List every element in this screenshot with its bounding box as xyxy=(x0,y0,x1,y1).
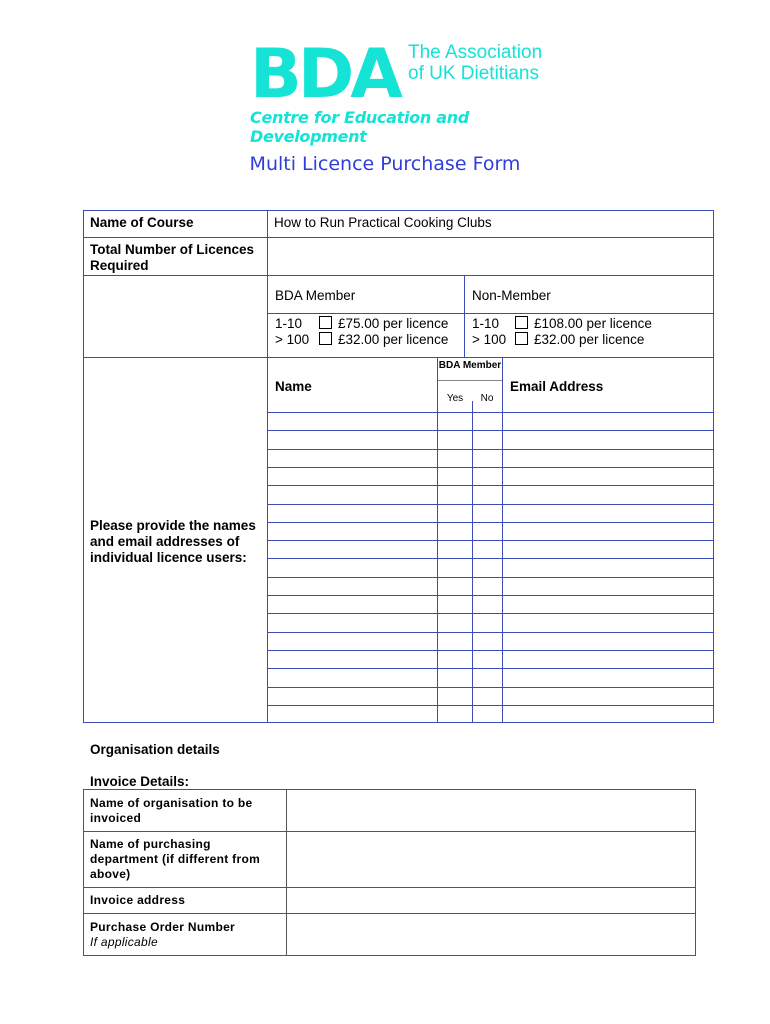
non-range-1: 1-10 xyxy=(472,316,500,331)
invoice-po-label xyxy=(90,920,275,950)
non-member-price-tier-2 xyxy=(472,332,712,348)
logo-line-1: The Association xyxy=(408,42,543,63)
invoice-address-label: Invoice address xyxy=(90,893,186,907)
user-row[interactable] xyxy=(268,449,714,450)
logo-subtitle: Centre for Education and Development xyxy=(250,108,469,146)
user-row[interactable] xyxy=(268,577,714,578)
user-row[interactable] xyxy=(268,522,714,523)
user-row[interactable] xyxy=(268,650,714,651)
col-yes-header: Yes xyxy=(446,393,464,404)
non-member-price-tier-1 xyxy=(472,316,712,332)
logo-tagline xyxy=(408,42,542,84)
member-price-2: £32.00 per licence xyxy=(338,332,449,347)
user-row[interactable] xyxy=(268,430,714,431)
invoice-dept-field[interactable] xyxy=(287,832,695,887)
non-member-header: Non-Member xyxy=(472,288,551,303)
organisation-heading: Organisation details xyxy=(90,742,220,757)
non-member-tier-2-checkbox[interactable] xyxy=(515,332,528,345)
col-member-header: BDA Member xyxy=(438,360,502,371)
user-row[interactable] xyxy=(268,613,714,614)
invoice-heading: Invoice Details: xyxy=(90,774,190,789)
logo-mark: BDA xyxy=(250,35,399,114)
non-price-1: £108.00 per licence xyxy=(534,316,652,331)
logo-line-2: of UK Dietitians xyxy=(408,63,539,84)
user-row[interactable] xyxy=(268,632,714,633)
member-price-1: £75.00 per licence xyxy=(338,316,449,331)
col-no-header: No xyxy=(480,393,494,404)
users-label: Please provide the names and email addresses of individual licence users: xyxy=(90,518,256,565)
member-price-tier-2 xyxy=(275,332,465,348)
invoice-table xyxy=(83,789,696,956)
member-price-tier-1 xyxy=(275,316,465,332)
invoice-dept-label: Name of purchasing department (if different from above) xyxy=(90,837,261,881)
page-title: Multi Licence Purchase Form xyxy=(249,153,521,175)
user-row[interactable] xyxy=(268,705,714,706)
member-tier-1-checkbox[interactable] xyxy=(319,316,332,329)
user-row[interactable] xyxy=(268,504,714,505)
user-row[interactable] xyxy=(268,595,714,596)
user-row[interactable] xyxy=(268,558,714,559)
member-range-2: > 100 xyxy=(275,332,310,347)
non-price-2: £32.00 per licence xyxy=(534,332,645,347)
user-row[interactable] xyxy=(268,412,714,413)
member-range-1: 1-10 xyxy=(275,316,303,331)
invoice-address-field[interactable] xyxy=(287,888,695,913)
invoice-org-field[interactable] xyxy=(287,790,695,831)
licence-table xyxy=(83,210,714,723)
licences-total-field[interactable] xyxy=(274,242,704,272)
invoice-org-label: Name of organisation to be invoiced xyxy=(90,796,253,825)
member-header: BDA Member xyxy=(275,288,356,303)
user-row[interactable] xyxy=(268,687,714,688)
invoice-po-field[interactable] xyxy=(287,914,695,955)
non-range-2: > 100 xyxy=(472,332,507,347)
col-email-header: Email Address xyxy=(510,379,604,394)
non-member-tier-1-checkbox[interactable] xyxy=(515,316,528,329)
member-tier-2-checkbox[interactable] xyxy=(319,332,332,345)
licences-label: Total Number of Licences Required xyxy=(90,242,255,273)
user-row[interactable] xyxy=(268,485,714,486)
user-row[interactable] xyxy=(268,668,714,669)
course-name-field[interactable]: How to Run Practical Cooking Clubs xyxy=(274,215,492,230)
invoice-po-text: Purchase Order Number xyxy=(90,920,236,934)
user-row[interactable] xyxy=(268,540,714,541)
bda-logo xyxy=(250,35,550,146)
invoice-po-note: If applicable xyxy=(90,935,158,949)
user-row[interactable] xyxy=(268,467,714,468)
col-name-header: Name xyxy=(275,379,312,394)
course-label: Name of Course xyxy=(90,215,194,230)
